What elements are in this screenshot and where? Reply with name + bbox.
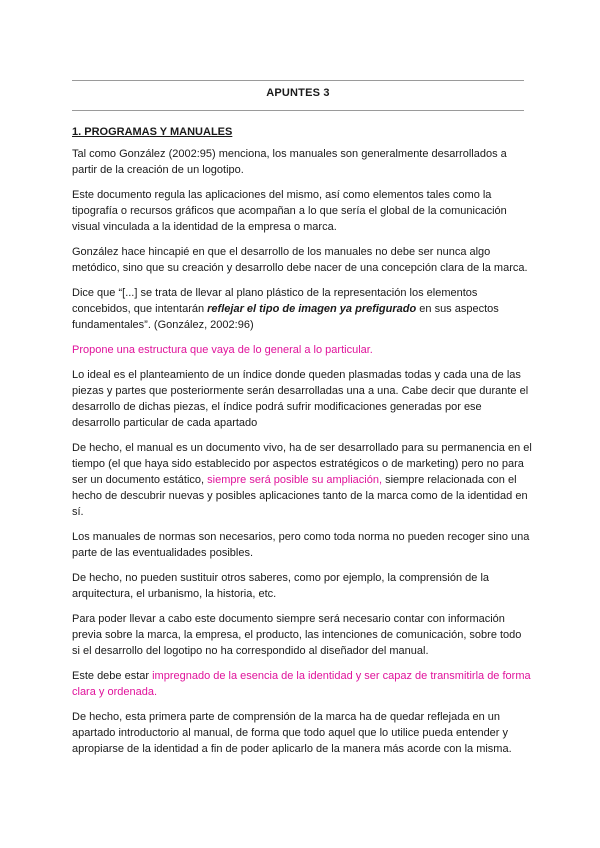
- paragraph-quote: [72, 285, 532, 333]
- quote-text: Dice que “[...] se trata de llevar al plano plástico de la representación los elementos concebidos, que intentarán: [72, 287, 478, 315]
- paragraph: De hecho, no pueden sustituir otros saberes, como por ejemplo, la comprensión de la arquitectura, el urbanismo, la historia, etc.: [72, 572, 490, 600]
- paragraph-text: De hecho, el manual es un documento vivo, ha de ser desarrollado para su permanencia en el tiempo (el que haya sido establecido por aspectos estratégicos o de marketing) pero no para ser un documento estático,: [72, 442, 532, 486]
- paragraph: Para poder llevar a cabo este documento siempre será necesario contar con información previa sobre la marca, la empresa, el producto, las intenciones de comunicación, sobre todo si el desarrollo del logotipo no ha correspondido al diseñador del manual.: [72, 613, 522, 657]
- highlighted-text: siempre será posible su ampliación,: [207, 474, 383, 486]
- header-rule-top: [72, 80, 524, 81]
- page-title: APUNTES 3: [266, 87, 330, 99]
- paragraph-text: Este debe estar: [72, 670, 153, 682]
- quote-text-end: en sus aspectos fundamentales”. (González, 2002:96): [72, 303, 499, 331]
- document-body: [72, 124, 532, 766]
- paragraph: Tal como González (2002:95) menciona, los manuales son generalmente desarrollados a partir de la creación de un logotipo.: [72, 148, 507, 176]
- paragraph: Lo ideal es el planteamiento de un índice donde queden plasmadas todas y cada una de las piezas y partes que posteriormente serán desarrolladas una a una. Cabe decir que durante el desarrollo de dichas piezas, el índice podrá sufrir modificaciones generadas por ese desarrollo particular de cada apartado: [72, 369, 529, 429]
- highlighted-text: impregnado de la esencia de la identidad y ser capaz de transmitirla de forma clara y ordenada.: [72, 670, 531, 698]
- paragraph: [72, 668, 532, 700]
- paragraph: Este documento regula las aplicaciones del mismo, así como elementos tales como la tipografía o recursos gráficos que acompañan a lo que sería el global de la comunicación visual vinculada a la identidad de la empresa o marca.: [72, 189, 507, 233]
- paragraph: [72, 440, 532, 520]
- paragraph: González hace hincapié en que el desarrollo de los manuales no debe ser nunca algo metódico, sino que su creación y desarrollo debe nacer de una concepción clara de la marca.: [72, 246, 528, 274]
- highlighted-paragraph: Propone una estructura que vaya de lo general a lo particular.: [72, 344, 373, 356]
- paragraph: Los manuales de normas son necesarios, pero como toda norma no pueden recoger sino una parte de las eventualidades posibles.: [72, 531, 530, 559]
- quote-emphasis: reflejar el tipo de imagen ya prefigurado: [207, 303, 417, 315]
- header-rule-bottom: [72, 110, 524, 111]
- paragraph: De hecho, esta primera parte de comprensión de la marca ha de quedar reflejada en un apartado introductorio al manual, de forma que todo aquel que lo utilice pueda entender y apropiarse de la identidad a fin de poder aplicarlo de la manera más acorde con la misma.: [72, 711, 512, 755]
- section-heading: 1. PROGRAMAS Y MANUALES: [72, 126, 233, 138]
- paragraph-text-end: siempre relacionada con el hecho de descubrir nuevas y posibles aplicaciones tanto de la marca como de la identidad en sí.: [72, 474, 528, 518]
